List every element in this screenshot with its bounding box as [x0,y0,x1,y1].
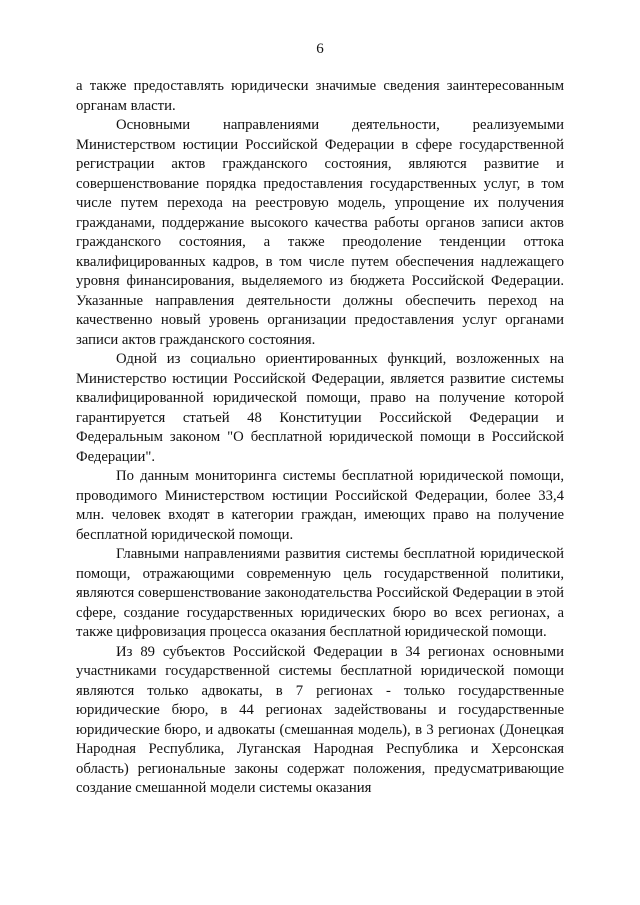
paragraph-5: Главными направлениями развития системы бесплатной юридической помощи, отражающими современную цель государственной политики, являются совершенствование законодательства Российской Федерации в этой сфере, создание государственных юридических бюро во всех регионах, а также цифровизация процесса оказания бесплатной юридической помощи. [76,546,564,640]
paragraph-1: а также предоставлять юридически значимые сведения заинтересованным органам власти. [76,78,564,114]
page-number: 6 [316,41,324,57]
paragraph-6: Из 89 субъектов Российской Федерации в 34 регионах основными участниками государственной системы бесплатной юридической помощи являются только адвокаты, в 7 регионах - только государственные юридические бюро, в 44 регионах задействованы и государственные юридические бюро, и адвокаты (смешанная модель), в 3 регионах (Донецкая Народная Республика, Луганская Народная Республика и Херсонская область) региональные законы содержат положения, предусматривающие создание смешанной модели системы оказания [76,643,564,796]
paragraph-2: Основными направлениями деятельности, реализуемыми Министерством юстиции Российской Федерации в сфере государственной регистрации актов гражданского состояния, являются развитие и совершенствование порядка предоставления государственных услуг, в том числе путем перехода на реестровую модель, упрощение их получения гражданами, поддержание высокого качества работы органов записи актов гражданского состояния, а также преодоление тенденции оттока квалифицированных кадров, в том числе путем обеспечения надлежащего уровня финансирования, выделяемого из бюджета Российской Федерации. Указанные направления деятельности должны обеспечить переход на качественно новый уровень организации предоставления услуг органами записи актов гражданского состояния. [76,117,564,348]
paragraph-3: Одной из социально ориентированных функций, возложенных на Министерство юстиции Российской Федерации, является развитие системы квалифицированной юридической помощи, право на получение которой гарантируется статьей 48 Конституции Российской Федерации и Федеральным законом "О бесплатной юридической помощи в Российской Федерации". [76,351,564,465]
document-body [76,77,564,799]
paragraph-4: По данным мониторинга системы бесплатной юридической помощи, проводимого Министерством юстиции Российской Федерации, более 33,4 млн. человек входят в категории граждан, имеющих право на получение бесплатной юридической помощи. [76,468,564,543]
